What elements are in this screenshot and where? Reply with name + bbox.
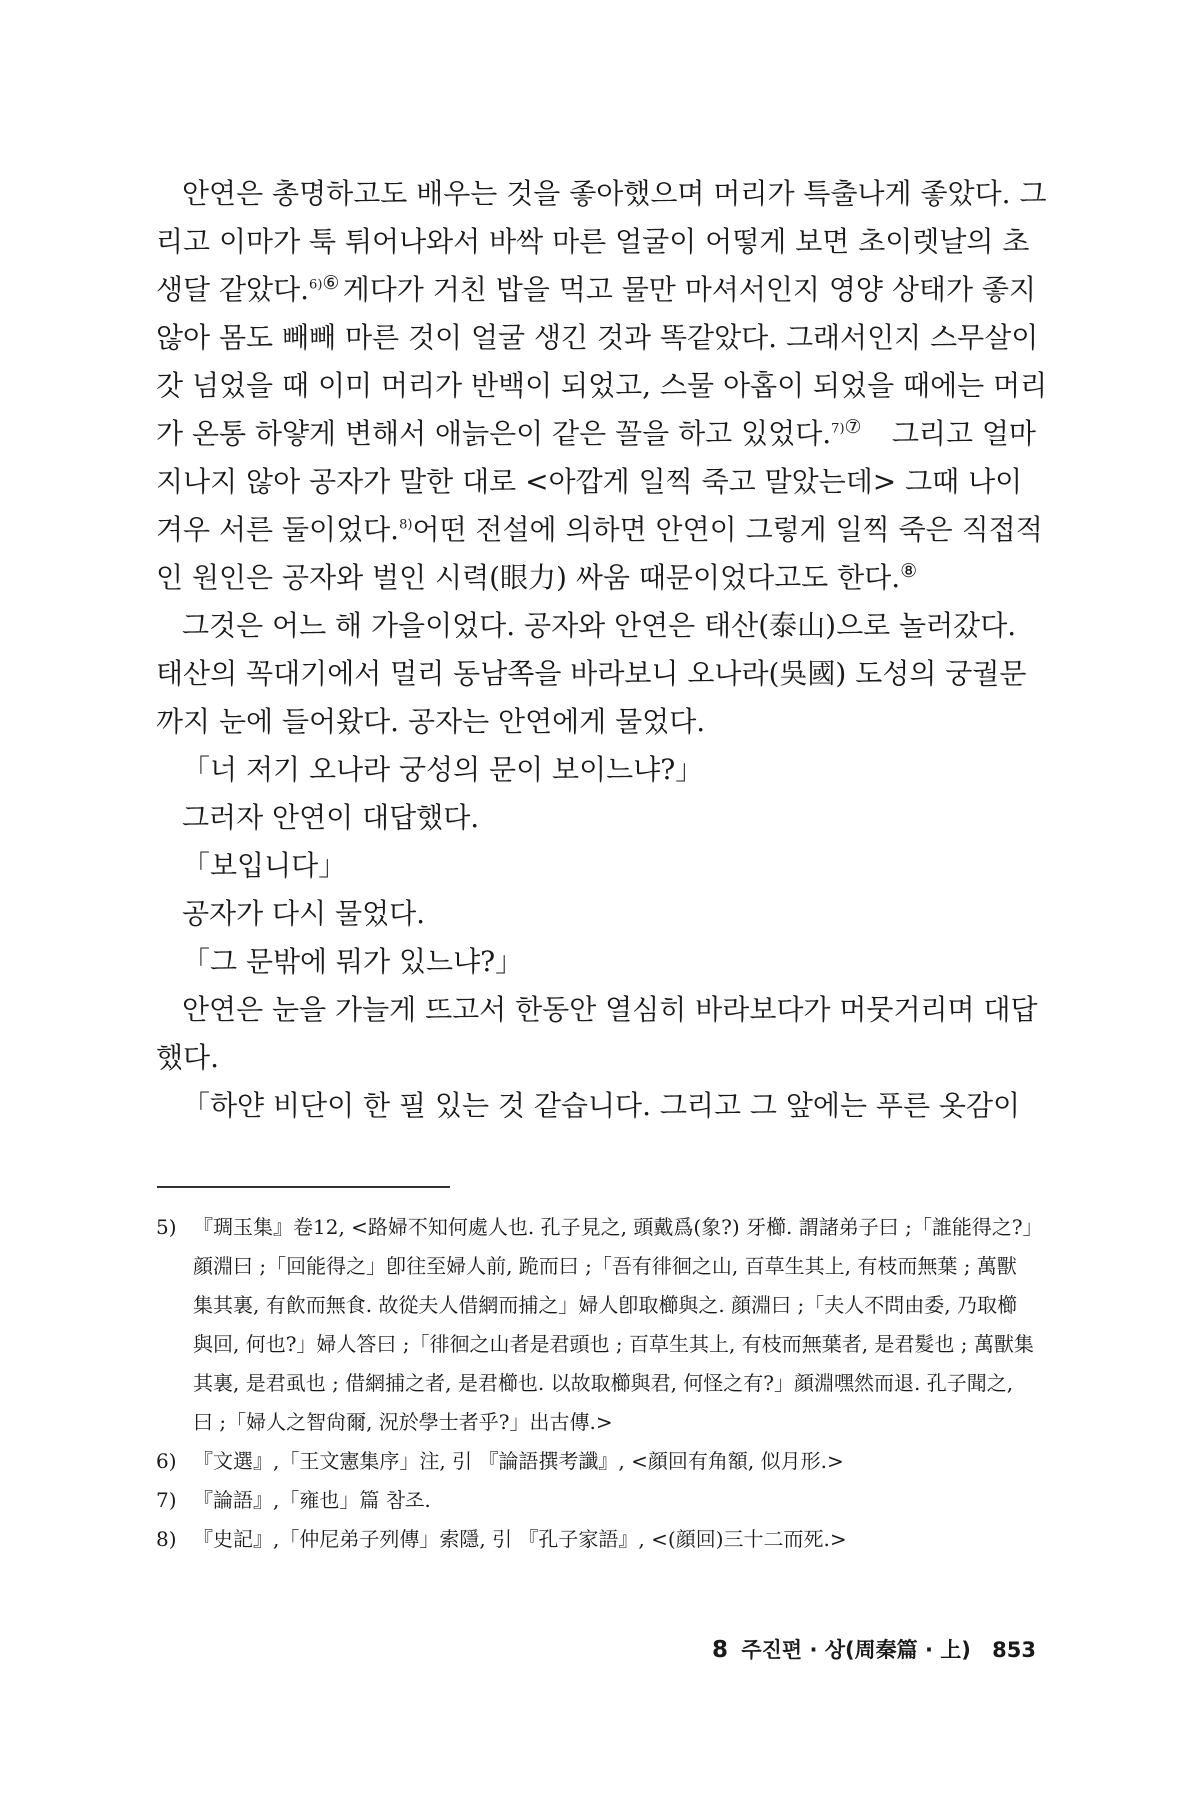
text-line	[156, 218, 1036, 266]
line-text: 갓 넘었을 때 이미 머리가 반백이 되었고, 스물 아홉이 되었을 때에는 머리	[156, 369, 1048, 402]
line-text: 리고 이마가 툭 튀어나와서 바싹 마른 얼굴이 어떻게 보면 초이렛날의 초	[156, 225, 1030, 258]
chapter-title: 주진편 · 상(周秦篇 · 上)	[741, 1638, 971, 1662]
line-text: 지나지 않아 공자가 말한 대로 <아깝게 일찍 죽고 말았는데> 그때 나이	[156, 465, 1023, 498]
line-text: 가 온통 하얗게 변해서 애늙은이 같은 꼴을 하고 있었다.	[156, 417, 832, 450]
line-text: 「하얀 비단이 한 필 있는 것 같습니다. 그리고 그 앞에는 푸른 옷감이	[182, 1089, 1021, 1122]
main-text	[156, 170, 1048, 1130]
footnote-text: 『琱玉集』卷12, <路婦不知何處人也. 孔子見之, 頭戴爲(象?) 牙櫛. 謂諸弟子曰 ;「誰能得之?」顔淵曰 ;「回能得之」卽往至婦人前, 跪而曰 ;「吾有徘徊之山, 百草生其上, 有枝而無葉 ; 萬獸集其裏, 有飮而無食. 故從夫人借網而捕之」婦人卽取櫛與之. 顔淵曰 ;「夫人不問由委, 乃取櫛與回, 何也?」婦人答曰 ;「徘徊之山者是君頭也 ; 百草生其上, 有枝而無葉者, 是君髮也 ; 萬獸集其裏, 是君虱也 ; 借網捕之者, 是君櫛也. 以故取櫛與君, 何怪之有?」顔淵嘿然而退. 孔子聞之, 曰 ;「婦人之智尙爾, 況於學士者乎?」出古傳.>	[193, 1215, 1034, 1434]
text-line	[156, 554, 1036, 602]
footnotes	[156, 1208, 1036, 1559]
line-text-with-note: 가 온통 하얗게 변해서 애늙은이 같은 꼴을 하고 있었다.$^{7)}$⑦	[156, 410, 862, 458]
footnote-divider	[157, 1186, 450, 1188]
dialogue-line	[156, 986, 1036, 1034]
line-text: 겨우 서른 둘이었다.	[156, 513, 400, 546]
dialogue-line	[156, 890, 1036, 938]
dialogue-line	[156, 1034, 1036, 1082]
footnote-5	[156, 1208, 1036, 1442]
page-number: 853	[992, 1638, 1036, 1662]
footnote-number: 7)	[156, 1488, 177, 1512]
text-line	[156, 458, 1036, 506]
dialogue-line	[156, 794, 1036, 842]
line-text: 그러자 안연이 대답했다.	[182, 801, 480, 834]
footnote-number: 8)	[156, 1527, 177, 1551]
line-text: 「보입니다」	[182, 849, 347, 882]
line-text: 않아 몸도 빼빼 마른 것이 얼굴 생긴 것과 똑같았다. 그래서인지 스무살이	[156, 321, 1039, 354]
line-text: 공자가 다시 물었다.	[182, 897, 426, 930]
dialogue-line	[156, 842, 1036, 890]
paragraph-2	[156, 602, 1036, 746]
line-text: 생달 같았다.	[156, 273, 310, 306]
line-text: 했다.	[156, 1041, 219, 1074]
line-text: 그리고 얼마	[891, 417, 1036, 450]
footnote-ref-7: 7)	[831, 421, 845, 437]
text-line	[156, 506, 1043, 554]
footnote-number: 6)	[156, 1449, 177, 1473]
page-footer	[712, 1634, 1036, 1664]
line-text: 안연은 총명하고도 배우는 것을 좋아했으며 머리가 특출나게 좋았다. 그	[182, 177, 1047, 210]
line-text: 「그 문밖에 뭐가 있느냐?」	[182, 945, 524, 978]
line-text-with-note	[156, 506, 412, 554]
footnote-text: 『史記』,「仲尼弟子列傳」索隱, 引 『孔子家語』, <(顔回)三十二而死.>	[193, 1527, 847, 1551]
line-text: 게다가 거친 밥을 먹고 물만 마셔서인지 영양 상태가 좋지	[342, 273, 1036, 306]
line-text: 그것은 어느 해 가을이었다. 공자와 안연은 태산(泰山)으로 놀러갔다.	[182, 609, 1017, 642]
text-line	[156, 266, 1036, 314]
footnote-8	[156, 1520, 1036, 1559]
dialogue	[156, 746, 1036, 1130]
line-text: 까지 눈에 들어왔다. 공자는 안연에게 물었다.	[156, 705, 706, 738]
line-text: 태산의 꼭대기에서 멀리 동남쪽을 바라보니 오나라(吳國) 도성의 궁궐문	[156, 657, 1027, 690]
line-text-with-note: 인 원인은 공자와 벌인 시력(眼力) 싸움 때문이었다고도 한다.⑧	[156, 554, 917, 602]
dialogue-line	[156, 1082, 1036, 1130]
text-line	[156, 698, 1036, 746]
text-line	[156, 602, 1036, 650]
line-text: 인 원인은 공자와 벌인 시력(眼力) 싸움 때문이었다고도 한다.	[156, 561, 901, 594]
text-line	[156, 170, 1047, 218]
dialogue-line	[156, 746, 1036, 794]
text-line	[156, 650, 1036, 698]
line-text: 「너 저기 오나라 궁성의 문이 보이느냐?」	[182, 753, 704, 786]
text-line	[156, 314, 1039, 362]
footnote-text: 『文選』,「王文憲集序」注, 引 『論語撰考讖』, <顔回有角額, 似月形.>	[193, 1449, 844, 1473]
footnote-7	[156, 1481, 1036, 1520]
line-text: 어떤 전설에 의하면 안연이 그렇게 일찍 죽은 직접적	[412, 513, 1043, 546]
footnote-ref-6: 6)	[309, 277, 323, 293]
footnote-6	[156, 1442, 1036, 1481]
footnote-ref-8: 8)	[399, 517, 413, 533]
footnote-number: 5)	[156, 1215, 177, 1239]
text-line	[156, 410, 1036, 458]
text-line	[156, 362, 1048, 410]
line-text-with-note: 생달 같았다.$^{6)}$⑥	[156, 266, 339, 314]
line-text: 안연은 눈을 가늘게 뜨고서 한동안 열심히 바라보다가 머뭇거리며 대답	[182, 993, 1038, 1026]
paragraph-1	[156, 170, 1048, 602]
dialogue-line	[156, 938, 1036, 986]
chapter-number: 8	[711, 1637, 728, 1663]
footnote-text: 『論語』,「雍也」篇 참조.	[193, 1488, 431, 1512]
